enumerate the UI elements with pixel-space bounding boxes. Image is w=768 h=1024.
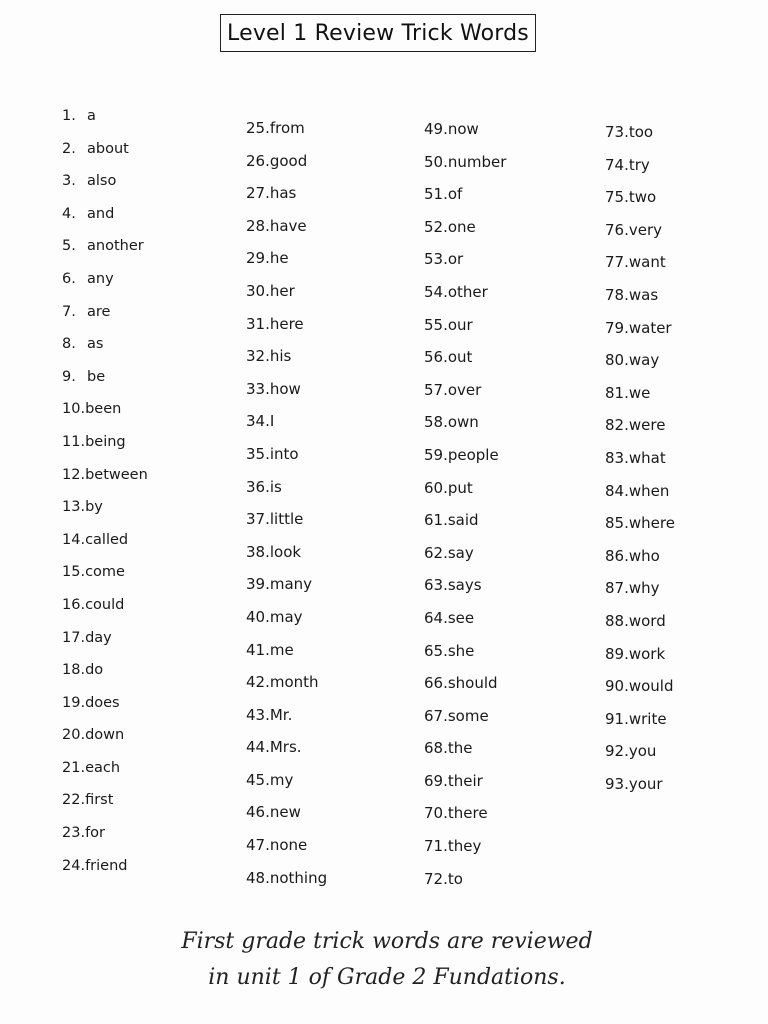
title-box <box>220 14 536 52</box>
list-item <box>605 546 675 579</box>
item-word: also <box>87 173 117 190</box>
item-number: 44. <box>246 738 270 757</box>
list-item <box>62 399 148 432</box>
list-item <box>62 595 148 628</box>
item-number: 81. <box>605 383 629 402</box>
item-number: 57. <box>424 380 448 399</box>
item-word: month <box>269 673 319 692</box>
item-word: come <box>85 564 125 581</box>
item-number: 23. <box>62 825 86 842</box>
list-item <box>424 249 506 282</box>
list-item <box>424 347 506 380</box>
item-word: Mrs. <box>269 738 302 757</box>
item-word: your <box>628 774 663 793</box>
list-item <box>246 151 327 184</box>
item-word: out <box>447 348 473 367</box>
item-number: 42. <box>246 673 270 692</box>
item-word: word <box>628 611 666 630</box>
item-number: 34. <box>246 412 270 431</box>
list-item <box>424 706 506 739</box>
item-number: 79. <box>605 318 629 337</box>
item-word: first <box>85 792 114 809</box>
item-number: 82. <box>605 416 629 435</box>
item-number: 25. <box>246 119 270 137</box>
item-number: 40. <box>246 607 270 626</box>
list-item <box>246 770 327 803</box>
item-number: 76. <box>605 220 629 239</box>
item-number: 28. <box>246 216 270 235</box>
item-number: 41. <box>246 640 270 659</box>
list-item <box>605 774 675 807</box>
list-item <box>424 119 506 152</box>
item-word: about <box>87 140 129 157</box>
item-number: 61. <box>424 511 448 530</box>
item-number: 21. <box>62 759 86 776</box>
handwritten-note <box>172 924 602 996</box>
list-item <box>62 562 148 595</box>
list-item <box>246 314 327 347</box>
item-word: see <box>447 608 475 627</box>
item-word: do <box>85 662 104 679</box>
word-column-1 <box>62 106 148 888</box>
item-word: very <box>628 220 663 239</box>
list-item <box>62 139 148 172</box>
item-number: 45. <box>246 770 270 789</box>
list-item <box>605 448 675 481</box>
list-item <box>62 660 148 693</box>
list-item <box>605 155 675 188</box>
item-word: was <box>628 285 659 304</box>
item-word: a <box>87 108 96 124</box>
item-number: 17. <box>62 629 86 646</box>
item-number: 73. <box>605 123 629 141</box>
list-item <box>424 217 506 250</box>
item-number: 68. <box>424 739 448 758</box>
item-number: 50. <box>424 152 448 171</box>
item-number: 69. <box>424 771 448 790</box>
item-word: I <box>269 412 275 431</box>
list-item <box>62 171 148 204</box>
item-word: have <box>269 216 307 235</box>
item-word: nothing <box>269 868 328 887</box>
item-number: 29. <box>246 249 270 268</box>
item-word: number <box>447 152 507 171</box>
item-word: friend <box>85 857 128 874</box>
item-number: 8. <box>62 336 76 353</box>
item-word: his <box>269 347 292 366</box>
item-word: too <box>628 123 654 141</box>
item-word: two <box>628 188 657 207</box>
item-number: 60. <box>424 478 448 497</box>
item-word: they <box>447 837 482 856</box>
list-item <box>246 444 327 477</box>
item-number: 20. <box>62 727 86 744</box>
list-item <box>62 367 148 400</box>
list-item <box>62 725 148 758</box>
item-number: 1. <box>62 108 76 124</box>
item-word: are <box>87 303 111 320</box>
item-number: 27. <box>246 184 270 203</box>
item-number: 16. <box>62 596 86 613</box>
item-number: 14. <box>62 531 86 548</box>
item-number: 54. <box>424 282 448 301</box>
item-word: may <box>269 607 303 626</box>
list-item <box>424 738 506 771</box>
item-number: 62. <box>424 543 448 562</box>
item-number: 56. <box>424 348 448 367</box>
list-item <box>424 836 506 869</box>
item-word: her <box>269 281 295 300</box>
list-item <box>605 481 675 514</box>
item-word: and <box>87 205 115 222</box>
item-number: 52. <box>424 217 448 236</box>
list-item <box>62 856 148 889</box>
list-item <box>605 122 675 155</box>
item-word: for <box>85 825 105 842</box>
list-item <box>62 628 148 661</box>
item-word: say <box>447 543 474 562</box>
item-word: when <box>628 481 670 500</box>
list-item <box>605 709 675 742</box>
item-word: Mr. <box>269 705 293 724</box>
item-number: 87. <box>605 579 629 598</box>
list-item <box>246 216 327 249</box>
item-word: be <box>87 368 106 385</box>
item-word: been <box>85 401 122 418</box>
list-item <box>62 497 148 530</box>
item-number: 63. <box>424 576 448 595</box>
list-item <box>424 575 506 608</box>
item-word: over <box>447 380 482 399</box>
list-item <box>246 705 327 738</box>
item-word: by <box>85 499 103 516</box>
item-number: 90. <box>605 677 629 696</box>
list-item <box>246 737 327 770</box>
item-number: 15. <box>62 564 86 581</box>
list-item <box>62 236 148 269</box>
list-item <box>605 350 675 383</box>
list-item <box>246 672 327 705</box>
item-word: want <box>628 253 666 272</box>
list-item <box>424 608 506 641</box>
item-number: 35. <box>246 444 270 463</box>
item-number: 5. <box>62 238 76 255</box>
item-word: to <box>447 869 463 888</box>
item-word: you <box>628 742 657 761</box>
item-word: each <box>85 759 121 776</box>
item-number: 49. <box>424 120 448 138</box>
item-number: 26. <box>246 151 270 170</box>
item-number: 85. <box>605 514 629 533</box>
item-word: said <box>447 511 479 530</box>
item-number: 53. <box>424 250 448 269</box>
item-number: 33. <box>246 379 270 398</box>
item-number: 93. <box>605 774 629 793</box>
item-number: 88. <box>605 611 629 630</box>
list-item <box>605 611 675 644</box>
note-line-1: First grade trick words are reviewed <box>181 929 593 954</box>
list-item <box>62 334 148 367</box>
item-number: 48. <box>246 868 270 887</box>
list-item <box>424 673 506 706</box>
item-word: other <box>447 282 488 301</box>
list-item <box>605 415 675 448</box>
item-word: could <box>85 596 125 613</box>
item-word: is <box>269 477 282 496</box>
item-word: as <box>87 336 104 353</box>
item-number: 22. <box>62 792 86 809</box>
word-column-4 <box>605 122 675 806</box>
item-word: put <box>447 478 473 497</box>
item-word: there <box>447 804 488 823</box>
item-word: way <box>628 351 660 370</box>
list-item <box>424 803 506 836</box>
item-number: 43. <box>246 705 270 724</box>
item-word: none <box>269 836 308 855</box>
item-number: 7. <box>62 303 76 320</box>
item-word: another <box>87 238 144 255</box>
item-number: 2. <box>62 140 76 157</box>
list-item <box>605 285 675 318</box>
list-item <box>424 380 506 413</box>
item-number: 46. <box>246 803 270 822</box>
item-number: 30. <box>246 281 270 300</box>
list-item <box>424 641 506 674</box>
item-number: 64. <box>424 608 448 627</box>
word-column-2 <box>246 118 327 900</box>
item-number: 31. <box>246 314 270 333</box>
item-word: she <box>447 641 475 660</box>
item-number: 47. <box>246 836 270 855</box>
item-number: 39. <box>246 575 270 594</box>
item-number: 58. <box>424 413 448 432</box>
item-number: 19. <box>62 694 86 711</box>
list-item <box>246 835 327 868</box>
list-item <box>62 302 148 335</box>
list-item <box>62 432 148 465</box>
item-word: our <box>447 315 473 334</box>
item-number: 37. <box>246 510 270 529</box>
item-word: work <box>628 644 666 663</box>
item-word: my <box>269 770 294 789</box>
list-item <box>62 823 148 856</box>
item-word: has <box>269 184 297 203</box>
list-item <box>424 282 506 315</box>
list-item <box>424 152 506 185</box>
item-number: 67. <box>424 706 448 725</box>
list-item <box>246 868 327 901</box>
item-word: their <box>447 771 483 790</box>
item-word: says <box>447 576 482 595</box>
list-item <box>246 802 327 835</box>
item-number: 89. <box>605 644 629 663</box>
item-number: 18. <box>62 662 86 679</box>
item-word: we <box>628 383 651 402</box>
list-item <box>605 220 675 253</box>
list-item <box>246 509 327 542</box>
page-title: Level 1 Review Trick Words <box>227 20 529 46</box>
list-item <box>424 510 506 543</box>
list-item <box>62 758 148 791</box>
item-number: 77. <box>605 253 629 272</box>
item-number: 4. <box>62 205 76 222</box>
list-item <box>246 574 327 607</box>
list-item <box>246 346 327 379</box>
list-item <box>62 693 148 726</box>
list-item <box>424 478 506 511</box>
item-number: 10. <box>62 401 86 418</box>
item-number: 65. <box>424 641 448 660</box>
item-number: 74. <box>605 155 629 174</box>
list-item <box>605 513 675 546</box>
item-word: here <box>269 314 304 333</box>
item-word: from <box>269 119 305 137</box>
list-item <box>605 252 675 285</box>
list-item <box>605 676 675 709</box>
item-word: people <box>447 445 499 464</box>
item-number: 36. <box>246 477 270 496</box>
list-item <box>246 379 327 412</box>
list-item <box>62 465 148 498</box>
item-number: 13. <box>62 499 86 516</box>
item-word: new <box>269 803 301 822</box>
list-item <box>424 543 506 576</box>
list-item <box>246 411 327 444</box>
item-number: 11. <box>62 433 86 450</box>
item-number: 3. <box>62 173 76 190</box>
list-item <box>605 644 675 677</box>
list-item <box>605 318 675 351</box>
list-item <box>62 106 148 139</box>
item-word: called <box>85 531 129 548</box>
list-item <box>246 640 327 673</box>
item-number: 72. <box>424 869 448 888</box>
item-word: now <box>447 120 479 138</box>
item-word: between <box>85 466 148 483</box>
item-number: 70. <box>424 804 448 823</box>
item-word: write <box>628 709 667 728</box>
list-item <box>605 741 675 774</box>
item-number: 71. <box>424 837 448 856</box>
list-item <box>62 530 148 563</box>
item-word: me <box>269 640 294 659</box>
item-number: 55. <box>424 315 448 334</box>
item-word: where <box>628 514 675 533</box>
list-item <box>62 204 148 237</box>
item-word: how <box>269 379 301 398</box>
item-word: little <box>269 510 304 529</box>
item-word: day <box>85 629 112 646</box>
list-item <box>424 315 506 348</box>
item-number: 38. <box>246 542 270 561</box>
item-word: should <box>447 674 498 693</box>
list-item <box>605 187 675 220</box>
item-number: 84. <box>605 481 629 500</box>
item-word: water <box>628 318 672 337</box>
item-word: does <box>85 694 120 711</box>
item-word: some <box>447 706 489 725</box>
list-item <box>605 578 675 611</box>
item-number: 83. <box>605 448 629 467</box>
item-number: 91. <box>605 709 629 728</box>
item-word: being <box>85 433 126 450</box>
item-number: 92. <box>605 742 629 761</box>
item-word: look <box>269 542 302 561</box>
item-word: down <box>85 727 125 744</box>
note-line-2: in unit 1 of Grade 2 Fundations. <box>208 965 566 990</box>
list-item <box>246 183 327 216</box>
list-item <box>424 869 506 902</box>
item-word: he <box>269 249 289 268</box>
item-word: were <box>628 416 666 435</box>
item-number: 59. <box>424 445 448 464</box>
list-item <box>246 281 327 314</box>
list-item <box>246 248 327 281</box>
item-number: 86. <box>605 546 629 565</box>
item-number: 9. <box>62 368 76 385</box>
item-number: 24. <box>62 857 86 874</box>
item-number: 75. <box>605 188 629 207</box>
item-word: own <box>447 413 479 432</box>
list-item <box>424 184 506 217</box>
item-word: the <box>447 739 473 758</box>
item-word: into <box>269 444 299 463</box>
item-word: or <box>447 250 464 269</box>
item-word: good <box>269 151 308 170</box>
item-number: 66. <box>424 674 448 693</box>
item-number: 6. <box>62 270 76 287</box>
item-word: of <box>447 185 463 204</box>
item-word: who <box>628 546 660 565</box>
list-item <box>246 477 327 510</box>
item-number: 51. <box>424 185 448 204</box>
list-item <box>246 118 327 151</box>
item-word: many <box>269 575 313 594</box>
list-item <box>62 269 148 302</box>
word-column-3 <box>424 119 506 901</box>
item-number: 32. <box>246 347 270 366</box>
item-word: why <box>628 579 660 598</box>
item-number: 80. <box>605 351 629 370</box>
list-item <box>424 445 506 478</box>
item-number: 12. <box>62 466 86 483</box>
item-word: one <box>447 217 476 236</box>
list-item <box>62 790 148 823</box>
list-item <box>424 771 506 804</box>
list-item <box>246 542 327 575</box>
item-word: try <box>628 155 650 174</box>
item-word: what <box>628 448 666 467</box>
list-item <box>605 383 675 416</box>
item-word: would <box>628 677 674 696</box>
list-item <box>246 607 327 640</box>
item-number: 78. <box>605 285 629 304</box>
list-item <box>424 412 506 445</box>
item-word: any <box>87 270 114 287</box>
